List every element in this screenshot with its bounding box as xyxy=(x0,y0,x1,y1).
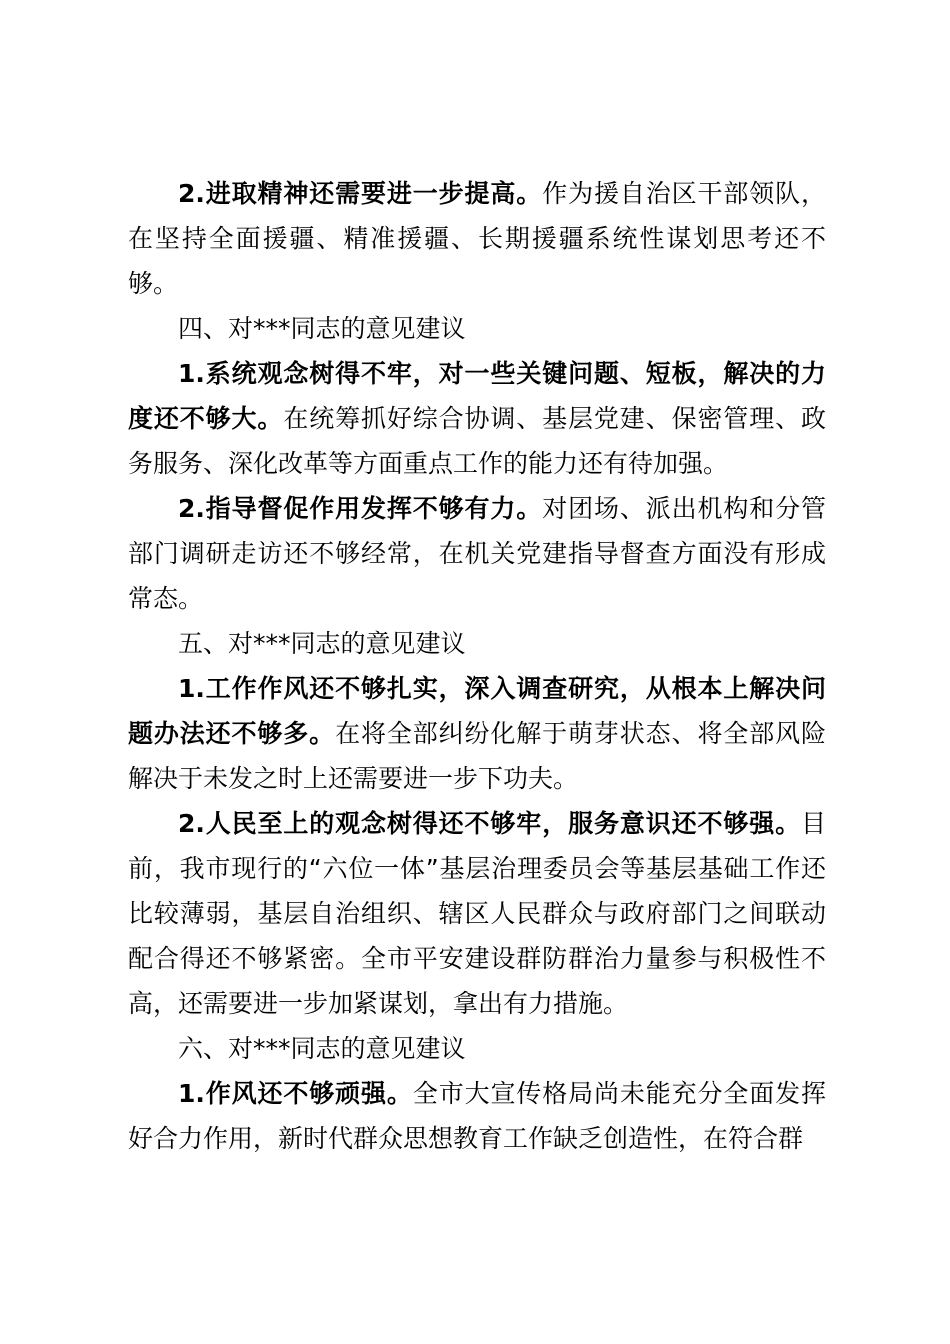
section-heading-six: 六、对***同志的意见建议 xyxy=(178,1034,466,1063)
paragraph-text: 对团场、派出机构和分管部门调研走访还不够经常，在机关党建指导督查方面没有形成常态。 xyxy=(128,494,826,613)
paragraph-lead: 1.作风还不够顽强。 xyxy=(178,1079,413,1108)
paragraph-text: 全市大宣传格局尚未能充分全面发挥好合力作用，新时代群众思想教育工作缺乏创造性，在符合群 xyxy=(128,1079,826,1153)
paragraph-text: 作为援自治区干部领队，在坚持全面援疆、精准援疆、长期援疆系统性谋划思考还不够。 xyxy=(128,179,826,298)
paragraph-work-style xyxy=(128,666,826,801)
paragraph-guidance xyxy=(128,486,826,621)
paragraph-tenacity xyxy=(128,1071,826,1161)
paragraph-text: 目前，我市现行的“六位一体”基层治理委员会等基层基础工作还比较薄弱，基层自治组织、辖区人民群众与政府部门之间联动配合得还不够紧密。全市平安建设群防群治力量参与积极性不高，还需要进一步加紧谋划，拿出有力措施。 xyxy=(128,809,826,1018)
paragraph-lead: 2.进取精神还需要进一步提高。 xyxy=(178,179,543,208)
paragraph-lead: 1.工作作风还不够扎实，深入调查研究，从根本上解决问题办法还不够多。 xyxy=(128,674,826,748)
paragraph-people-first xyxy=(128,801,826,1026)
section-heading-four: 四、对***同志的意见建议 xyxy=(178,314,466,343)
paragraph-text: 在统筹抓好综合协调、基层党建、保密管理、政务服务、深化改革等方面重点工作的能力还有待加强。 xyxy=(128,404,826,478)
paragraph-system-view xyxy=(128,351,826,486)
paragraph-lead: 1.系统观念树得不牢，对一些关键问题、短板，解决的力度还不够大。 xyxy=(128,359,826,433)
document-body xyxy=(128,171,826,1161)
paragraph-lead: 2.指导督促作用发挥不够有力。 xyxy=(178,494,543,523)
paragraph-lead: 2.人民至上的观念树得还不够牢，服务意识还不够强。 xyxy=(178,809,801,838)
paragraph-advance-spirit xyxy=(128,171,826,306)
section-heading-five: 五、对***同志的意见建议 xyxy=(178,629,466,658)
paragraph-text: 在将全部纠纷化解于萌芽状态、将全部风险解决于未发之时上还需要进一步下功夫。 xyxy=(128,719,826,793)
